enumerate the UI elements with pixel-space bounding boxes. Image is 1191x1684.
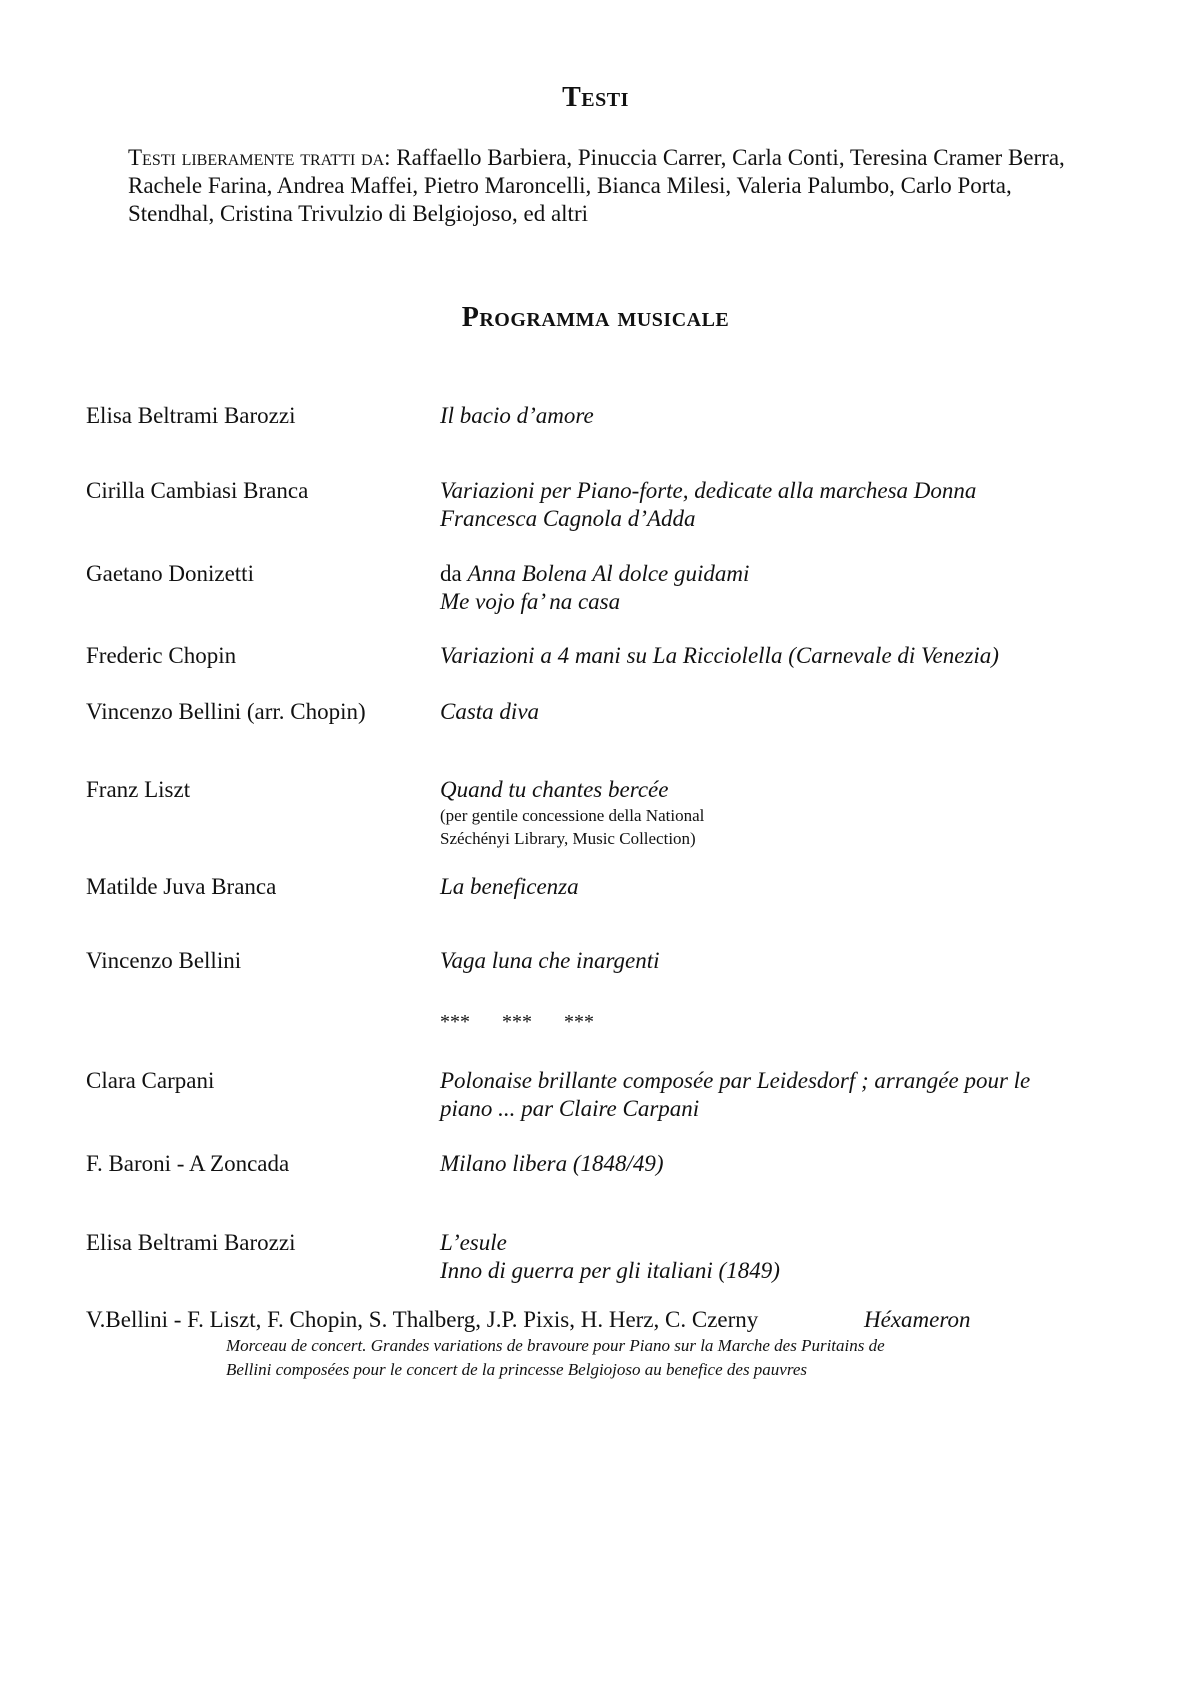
composer-name: Matilde Juva Branca — [86, 874, 277, 899]
work-titles — [440, 1229, 1080, 1285]
work-titles — [440, 402, 1080, 430]
composer-name: Elisa Beltrami Barozzi — [86, 403, 296, 428]
work-title-text: Vaga luna che inargenti — [440, 948, 660, 973]
section-separator — [440, 1010, 626, 1034]
sources-authors: Raffaello Barbiera, Pinuccia Carrer, Carla Conti, Teresina Cramer Berra, Rachele Farina, Andrea Maffei, Pietro Maroncelli, Bianca Milesi, Valeria Palumbo, Carlo Porta, Stendhal, Cristina Trivulzio di Belgiojoso, ed altri — [128, 145, 1065, 226]
work-prefix: da — [440, 561, 468, 586]
work-title-text: Me vojo fa’ na casa — [440, 589, 621, 614]
work-title — [440, 642, 1080, 670]
work-titles — [440, 1150, 1080, 1178]
composer-name: Frederic Chopin — [86, 643, 237, 668]
hexameron-composers: V.Bellini - F. Liszt, F. Chopin, S. Thalberg, J.P. Pixis, H. Herz, C. Czerny — [86, 1307, 759, 1332]
composer-name: Elisa Beltrami Barozzi — [86, 1230, 296, 1255]
work-titles — [440, 873, 1080, 901]
work-title-text: Milano libera (1848/49) — [440, 1151, 664, 1176]
work-title — [440, 402, 1080, 430]
composer-name: Cirilla Cambiasi Branca — [86, 478, 309, 503]
hexameron-description-line: Morceau de concert. Grandes variations de bravoure pour Piano sur la Marche des Puritains de — [226, 1336, 885, 1355]
work-title-text: Polonaise brillante composée par Leidesdorf ; arrangée pour le — [440, 1068, 1031, 1093]
work-title-text: Variazioni per Piano-forte, dedicate alla marchesa Donna — [440, 478, 977, 503]
work-title — [440, 560, 1080, 588]
work-titles — [440, 698, 1080, 726]
work-title — [440, 588, 1080, 616]
work-title-text: Casta diva — [440, 699, 540, 724]
work-title — [440, 477, 1080, 505]
separator-stars: *** — [502, 1011, 532, 1033]
work-titles — [440, 1067, 1080, 1123]
testi-heading: Testi — [562, 82, 629, 113]
work-title — [440, 698, 1080, 726]
work-title — [440, 947, 1080, 975]
work-titles — [440, 776, 1080, 850]
separator-stars: *** — [564, 1011, 594, 1033]
work-title-text: Inno di guerra per gli italiani (1849) — [440, 1258, 780, 1283]
work-titles — [440, 947, 1080, 975]
work-title-text: Variazioni a 4 mani su La Ricciolella (Carnevale di Venezia) — [440, 643, 999, 668]
composer-name: Franz Liszt — [86, 777, 191, 802]
composer-name: Clara Carpani — [86, 1068, 215, 1093]
work-title — [440, 1229, 1080, 1257]
work-title — [440, 1150, 1080, 1178]
work-title — [440, 776, 1080, 804]
sources-paragraph — [128, 144, 1088, 228]
hexameron-title: Héxameron — [864, 1307, 971, 1332]
work-title-text: La beneficenza — [440, 874, 579, 899]
work-titles — [440, 642, 1080, 670]
work-title-text: L’esule — [440, 1230, 507, 1255]
work-title-text: Anna Bolena Al dolce guidami — [467, 561, 750, 586]
work-title — [440, 505, 1080, 533]
work-title — [440, 873, 1080, 901]
composer-name: Vincenzo Bellini — [86, 948, 242, 973]
programma-heading: Programma musicale — [461, 302, 730, 333]
work-title-text: piano ... par Claire Carpani — [440, 1096, 700, 1121]
work-title — [440, 1067, 1080, 1095]
work-title — [440, 1257, 1080, 1285]
work-titles — [440, 560, 1080, 616]
composer-name: Gaetano Donizetti — [86, 561, 254, 586]
composer-name: F. Baroni - A Zoncada — [86, 1151, 290, 1176]
work-titles — [440, 477, 1080, 533]
separator-stars: *** — [440, 1011, 470, 1033]
hexameron-description-line: Bellini composées pour le concert de la princesse Belgiojoso au benefice des pauvres — [226, 1360, 807, 1379]
work-title-text: Il bacio d’amore — [440, 403, 594, 428]
work-title — [440, 1095, 1080, 1123]
work-title-text: Quand tu chantes bercée — [440, 777, 669, 802]
hexameron-description — [226, 1334, 1086, 1382]
work-title-text: Francesca Cagnola d’Adda — [440, 506, 696, 531]
work-note: Széchényi Library, Music Collection) — [440, 829, 696, 848]
work-note: (per gentile concessione della National — [440, 806, 705, 825]
sources-label: Testi liberamente tratti da: — [128, 145, 391, 170]
composer-name: Vincenzo Bellini (arr. Chopin) — [86, 699, 366, 724]
